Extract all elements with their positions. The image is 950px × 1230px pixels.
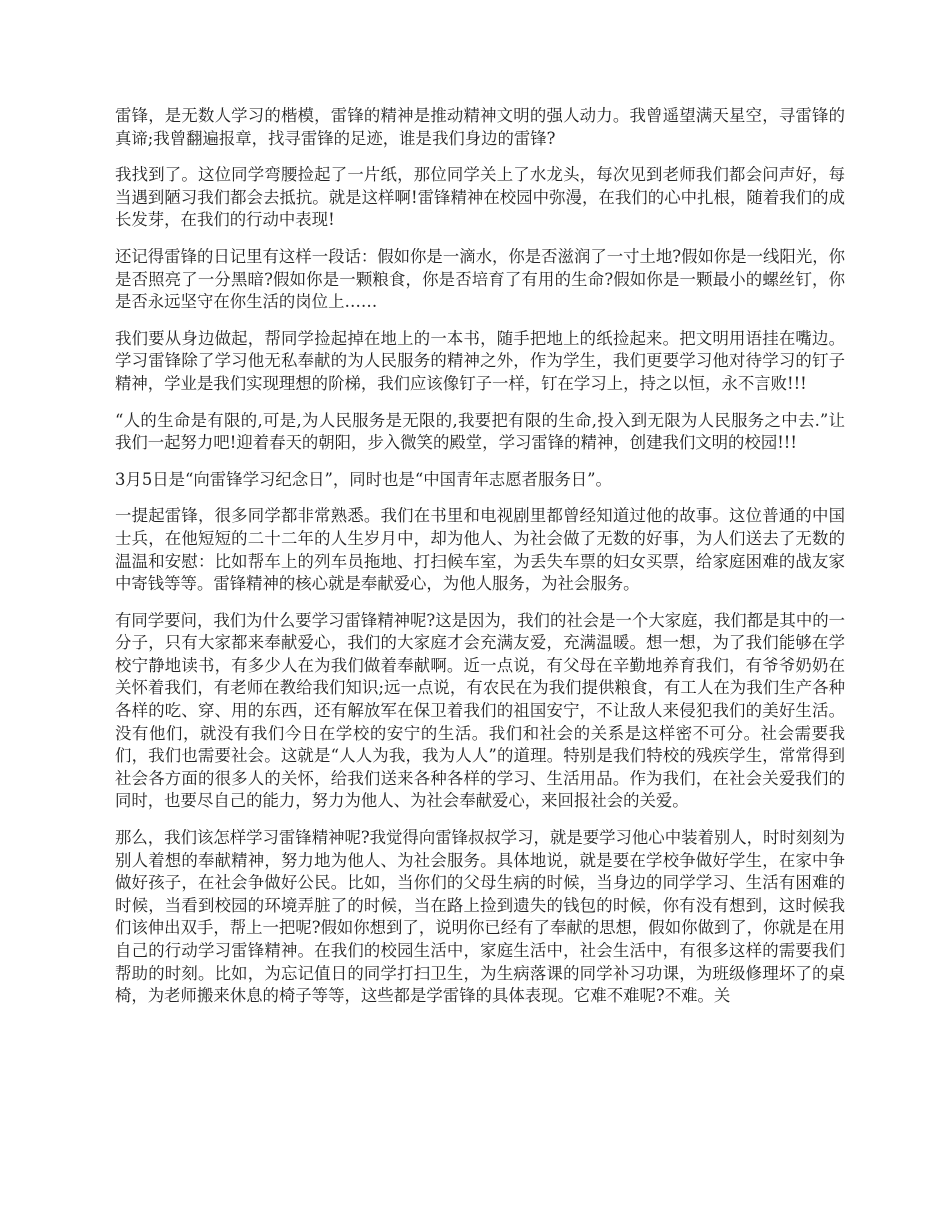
paragraph-4: 我们要从身边做起，帮同学捡起掉在地上的一本书，随手把地上的纸捡起来。把文明用语挂在嘴边。学习雷锋除了学习他无私奉献的为人民服务的精神之外，作为学生，我们更要学习他对待学习的钉子精神，学业是我们实现理想的阶梯，我们应该像钉子一样，钉在学习上，持之以恒，永不言败!!!: [115, 328, 845, 393]
paragraph-2: 我找到了。这位同学弯腰捡起了一片纸，那位同学关上了水龙头，每次见到老师我们都会问声好，每当遇到陋习我们都会去抵抗。就是这样啊!雷锋精神在校园中弥漫，在我们的心中扎根，随着我们的成长发芽，在我们的行动中表现!: [115, 165, 845, 230]
document-page: [115, 105, 845, 1022]
paragraph-1: 雷锋，是无数人学习的楷模，雷锋的精神是推动精神文明的强人动力。我曾遥望满天星空，寻雷锋的真谛;我曾翻遍报章，找寻雷锋的足迹，谁是我们身边的雷锋?: [115, 106, 845, 148]
paragraph-5: “人的生命是有限的,可是,为人民服务是无限的,我要把有限的生命,投入到无限为人民服务之中去.”让我们一起努力吧!迎着春天的朝阳，步入微笑的殿堂，学习雷锋的精神，创建我们文明的校园!!!: [115, 410, 845, 453]
paragraph-8: 有同学要问，我们为什么要学习雷锋精神呢?这是因为，我们的社会是一个大家庭，我们都是其中的一分子，只有大家都来奉献爱心，我们的大家庭才会充满友爱，充满温暖。想一想，为了我们能够在学校宁静地读书，有多少人在为我们做着奉献啊。近一点说，有父母在辛勤地养育我们，有爷爷奶奶在关怀着我们，有老师在教给我们知识;远一点说，有农民在为我们提供粮食，有工人在为我们生产各种各样的吃、穿、用的东西，还有解放军在保卫着我们的祖国安宁，不让敌人来侵犯我们的美好生活。没有他们，就没有我们今日在学校的安宁的生活。我们和社会的关系是这样密不可分。社会需要我们，我们也需要社会。这就是“人人为我，我为人人”的道理。特别是我们特校的残疾学生，常常得到社会各方面的很多人的关怀，给我们送来各种各样的学习、生活用品。作为我们，在社会关爱我们的同时，也要尽自己的能力，努力为他人、为社会奉献爱心，来回报社会的关爱。: [115, 610, 845, 811]
paragraph-6: 3月5日是“向雷锋学习纪念日”，同时也是“中国青年志愿者服务日”。: [115, 469, 612, 489]
paragraph-9: 那么，我们该怎样学习雷锋精神呢?我觉得向雷锋叔叔学习，就是要学习他心中装着别人，时时刻刻为别人着想的奉献精神，努力地为他人、为社会服务。具体地说，就是要在学校争做好学生，在家中争做好孩子，在社会争做好公民。比如，当你们的父母生病的时候，当身边的同学学习、生活有困难的时候，当看到校园的环境弄脏了的时候，当在路上捡到遗失的钱包的时候，你有没有想到，这时候我们该伸出双手，帮上一把呢?假如你想到了，说明你已经有了奉献的思想，假如你做到了，你就是在用自己的行动学习雷锋精神。在我们的校园生活中，家庭生活中，社会生活中，有很多这样的需要我们帮助的时刻。比如，为忘记值日的同学打扫卫生，为生病落课的同学补习功课，为班级修理坏了的桌椅，为老师搬来休息的椅子等等，这些都是学雷锋的具体表现。它难不难呢?不难。关: [115, 828, 845, 1006]
paragraph-3: 还记得雷锋的日记里有这样一段话：假如你是一滴水，你是否滋润了一寸土地?假如你是一线阳光，你是否照亮了一分黑暗?假如你是一颗粮食，你是否培育了有用的生命?假如你是一颗最小的螺丝钉，你是否永远坚守在你生活的岗位上……: [115, 246, 845, 312]
paragraph-7: 一提起雷锋，很多同学都非常熟悉。我们在书里和电视剧里都曾经知道过他的故事。这位普通的中国士兵，在他短短的二十二年的人生岁月中，却为他人、为社会做了无数的好事，为人们送去了无数的温温和安慰：比如帮车上的列车员拖地、打扫候车室，为丢失车票的妇女买票，给家庭困难的战友家中寄钱等等。雷锋精神的核心就是奉献爱心，为他人服务，为社会服务。: [115, 506, 845, 594]
